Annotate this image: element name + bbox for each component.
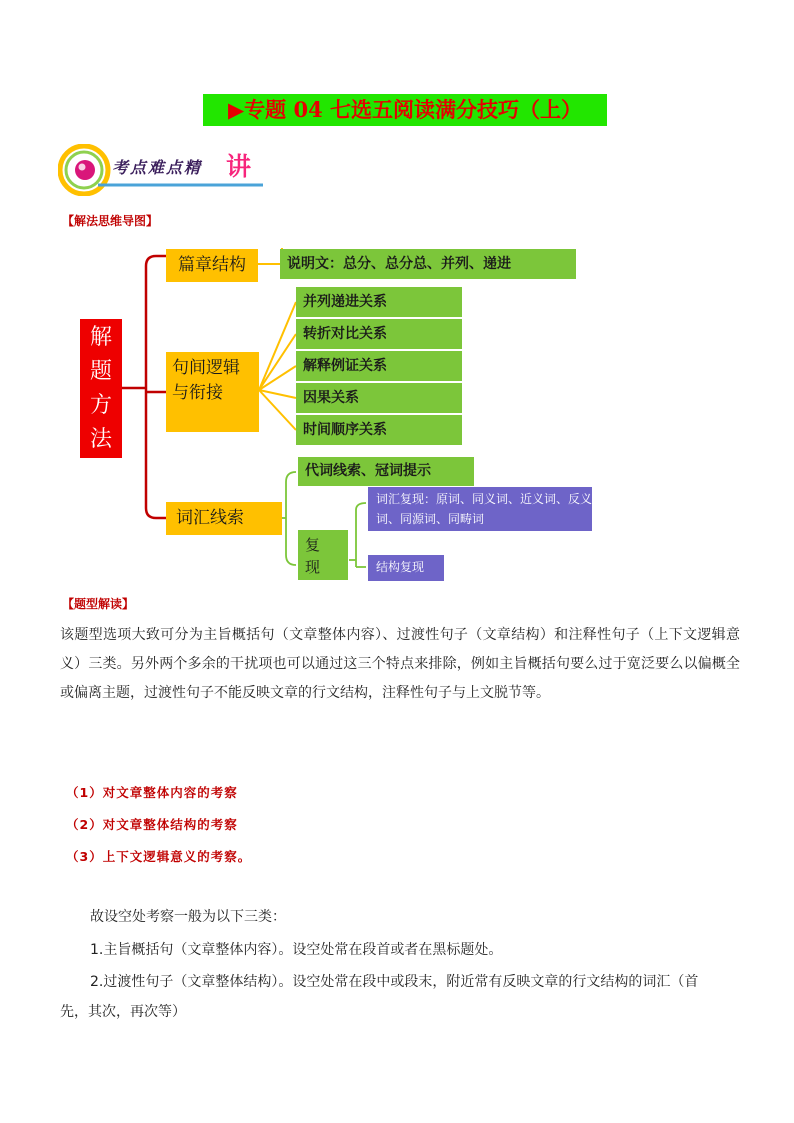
chapter-item	[280, 249, 576, 279]
page-title: ▶专题 04 七选五阅读满分技巧（上）	[203, 94, 607, 126]
repeat-item-words	[368, 487, 592, 531]
logic-item	[296, 383, 462, 413]
logic-item-text: 转折对比关系	[303, 326, 387, 342]
body-item: 2.过渡性句子（文章整体结构）。设空处常在段中或段末，附近常有反映文章的行文结构的词汇（首	[90, 974, 699, 990]
branch-vocab-label: 词汇线索	[176, 508, 244, 528]
branch-chapter	[166, 249, 258, 282]
vocab-item-text: 代词线索、冠词提示	[305, 463, 431, 479]
point-item: （1）对文章整体内容的考察	[66, 785, 238, 800]
logic-item-text: 并列递进关系	[303, 294, 387, 310]
banner-highlight-char: 讲	[226, 152, 252, 181]
logic-item-text: 因果关系	[303, 390, 359, 406]
summary-line: 故设空处考察一般为以下三类：	[90, 909, 286, 925]
repeat-node	[298, 530, 348, 580]
body-item: 1.主旨概括句（文章整体内容）。设空处常在段首或者在黑标题处。	[90, 942, 503, 958]
branch-logic	[166, 352, 259, 432]
logic-item	[296, 319, 462, 349]
logic-item	[296, 415, 462, 445]
repeat-item-words-text: 词汇复现：原词、同义词、近义词、反义词、同源词、同畴词	[376, 492, 593, 526]
logic-item-text: 解释例证关系	[303, 358, 387, 374]
mindmap-root-text: 解题方法	[89, 325, 112, 452]
branch-vocab	[166, 502, 282, 535]
logic-item	[296, 351, 462, 381]
branch-chapter-label: 篇章结构	[178, 255, 246, 275]
chapter-item-text: 说明文：总分、总分总、并列、递进	[287, 256, 511, 272]
point-item: （3）上下文逻辑意义的考察。	[66, 849, 252, 864]
body-item: 先，其次，再次等）	[60, 1004, 186, 1020]
logic-item-text: 时间顺序关系	[303, 422, 387, 438]
repeat-item-structure-text: 结构复现	[376, 560, 425, 574]
logic-item	[296, 287, 462, 317]
repeat-node-label: 复现	[305, 536, 321, 576]
banner-text: 考点难点精	[112, 158, 203, 177]
analysis-label: 【题型解读】	[62, 597, 135, 611]
vocab-item	[298, 457, 474, 486]
intro-paragraph: 该题型选项大致可分为主旨概括句（文章整体内容）、过渡性句子（文章结构）和注释性句子（上下文逻辑意义）三类。另外两个多余的干扰项也可以通过这三个特点来排除，例如主旨概括句要么过于宽泛要么以偏概全或偏离主题，过渡性句子不能反映文章的行文结构，注释性句子与上文脱节等。	[60, 627, 740, 701]
mindmap-label: 【解法思维导图】	[62, 214, 159, 228]
branch-logic-label: 句间逻辑与衔接	[172, 358, 240, 403]
repeat-item-structure	[368, 555, 444, 581]
mindmap-root	[80, 319, 122, 458]
point-item: （2）对文章整体结构的考察	[66, 817, 238, 832]
